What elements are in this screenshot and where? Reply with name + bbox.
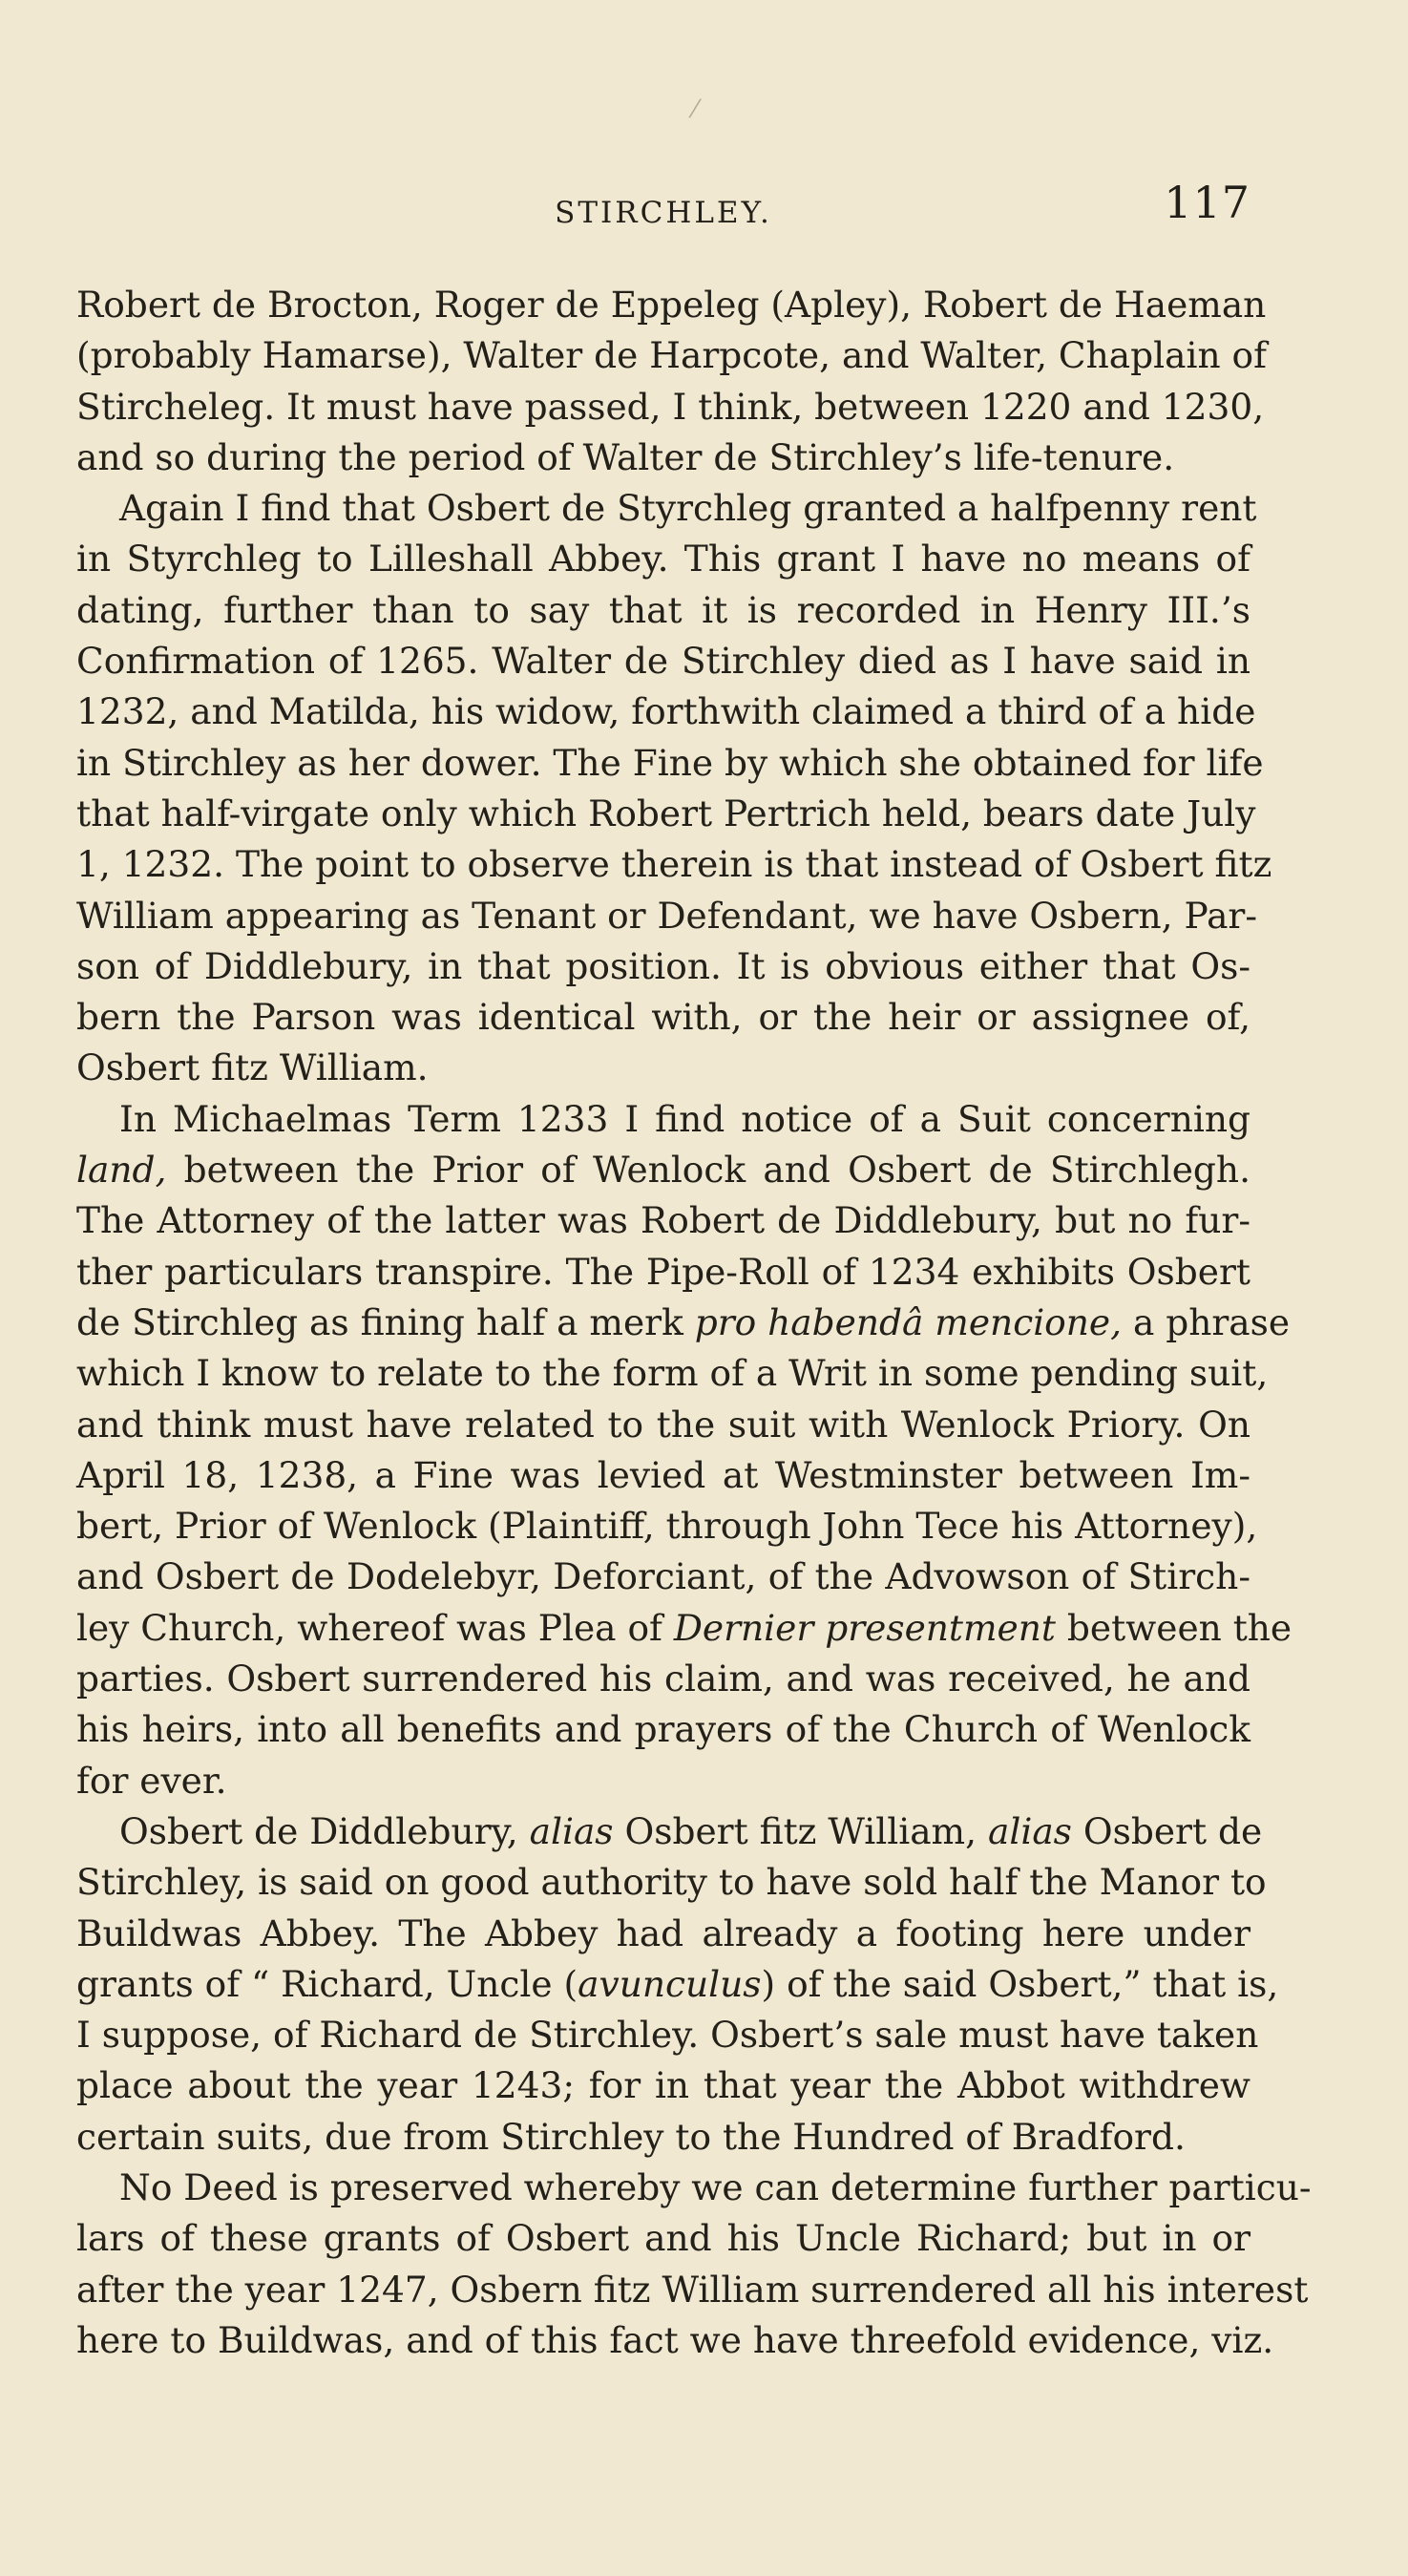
text-line [76,2315,1274,2366]
text-run: Robert de Brocton, Roger de Eppeleg (Apley), Robert de Haeman [76,284,1267,326]
text-line [76,1756,1250,1806]
italic-text: pro habendâ mencione, [694,1300,1123,1343]
text-run: bert, Prior of Wenlock (Plaintiff, through John Tece his Attorney), [76,1505,1258,1548]
text-run: and think must have related to the suit with Wenlock Priory. On [76,1403,1250,1446]
text-line [76,1043,1250,1093]
text-line [76,1145,1250,1195]
text-run: grants of “ Richard, Uncle ( [76,1962,578,2005]
text-run: Osbert de [1071,1809,1263,1852]
text-run: Stircheleg. It must have passed, I think, between 1220 and 1230, [76,385,1265,428]
text-line [76,992,1250,1043]
text-line [76,2060,1250,2111]
text-line [76,2163,1312,2213]
italic-text: alias [987,1809,1072,1852]
text-run: Osbert fitz William, [613,1809,988,1852]
text-run: ) of the said Osbert,” that is, [761,1962,1279,2005]
text-line [76,789,1256,839]
text-run: and Osbert de Dodelebyr, Deforciant, of the Advowson of Stirch- [76,1555,1250,1598]
text-line [76,1857,1267,1908]
text-run: between the [1055,1606,1292,1649]
text-run: a phrase [1122,1300,1291,1343]
text-line [76,483,1257,534]
text-run: certain suits, due from Stirchley to the Hundred of Bradford. [76,2115,1186,2158]
text-line [76,1552,1250,1602]
text-run: here to Buildwas, and of this fact we have threefold evidence, viz. [76,2318,1274,2361]
text-run: ley Church, whereof was Plea of [76,1606,674,1649]
text-run: and so during the period of Walter de Stirchley’s life-tenure. [76,435,1175,478]
text-run: Confirmation of 1265. Walter de Stirchley died as I have said in [76,640,1250,683]
text-run: which I know to relate to the form of a Writ in some pending suit, [76,1352,1269,1395]
text-line [76,1603,1292,1654]
text-run: place about the year 1243; for in that year the Abbot withdrew [76,2064,1250,2107]
text-line [76,891,1258,941]
text-line [76,738,1264,789]
text-run: (probably Hamarse), Walter de Harpcote, and Walter, Chaplain of [76,334,1268,377]
text-run: between the Prior of Wenlock and Osbert de Stirchlegh. [166,1149,1250,1192]
text-run: April 18, 1238, a Fine was levied at Westminster between Im- [76,1453,1250,1496]
page-number: 117 [1164,177,1250,228]
text-line [76,1247,1250,1298]
text-run: son of Diddlebury, in that position. It is obvious either that Os- [76,944,1250,987]
text-run: dating, further than to say that it is recorded in Henry III.’s [76,588,1250,631]
text-run: William appearing as Tenant or Defendant, we have Osbern, Par- [76,894,1258,937]
text-line [76,330,1268,381]
text-line [76,2213,1250,2264]
text-run: parties. Osbert surrendered his claim, and was received, he and [76,1658,1250,1700]
body-text [76,280,1312,2366]
text-run: Stirchley, is said on good authority to have sold half the Manor to [76,1861,1267,1904]
italic-text: alias [529,1809,614,1852]
text-line [76,1959,1279,2010]
text-line [76,1450,1250,1501]
text-line [76,585,1250,636]
text-run: that half-virgate only which Robert Pertrich held, bears date July [76,792,1256,834]
italic-text: Dernier presentment [673,1606,1056,1649]
text-run: I suppose, of Richard de Stirchley. Osbert’s sale must have taken [76,2014,1259,2057]
page-speck: ⁄ [693,95,698,124]
text-run: In Michaelmas Term 1233 I find notice of a Suit concerning [119,1097,1250,1140]
text-line [76,382,1265,433]
text-line [76,1195,1250,1246]
text-line [76,1654,1250,1704]
text-line [76,534,1250,584]
text-line [76,1298,1291,1348]
text-line [76,1400,1250,1450]
text-run: The Attorney of the latter was Robert de Diddlebury, but no fur- [76,1199,1250,1242]
text-run: Buildwas Abbey. The Abbey had already a footing here under [76,1911,1250,1954]
text-run: 1232, and Matilda, his widow, forthwith claimed a third of a hide [76,690,1256,733]
text-line [76,1704,1250,1755]
text-run: de Stirchleg as fining half a merk [76,1300,695,1343]
text-line [76,1348,1269,1399]
running-head: STIRCHLEY. [555,196,772,230]
text-run: lars of these grants of Osbert and his Uncle Richard; but in or [76,2217,1250,2260]
page-header [76,177,1250,243]
text-run: Osbert fitz William. [76,1046,429,1089]
text-line [76,1909,1250,1959]
text-line [76,2010,1259,2060]
text-line [76,433,1250,483]
text-run: in Stirchley as her dower. The Fine by which she obtained for life [76,741,1264,784]
text-line [76,839,1272,890]
text-run: Again I find that Osbert de Styrchleg granted a halfpenny rent [119,487,1257,530]
text-line [76,1806,1263,1857]
italic-text: avunculus [578,1962,762,2005]
text-run: bern the Parson was identical with, or the heir or assignee of, [76,996,1250,1039]
text-run: ther particulars transpire. The Pipe-Roll of 1234 exhibits Osbert [76,1250,1250,1293]
text-run: for ever. [76,1759,227,1802]
text-line [76,1501,1258,1552]
text-run: 1, 1232. The point to observe therein is that instead of Osbert fitz [76,843,1272,886]
text-line [76,2265,1309,2315]
text-run: Osbert de Diddlebury, [119,1809,530,1852]
italic-text: land, [76,1149,167,1192]
text-run: in Styrchleg to Lilleshall Abbey. This grant I have no means of [76,538,1250,581]
text-line [76,941,1250,992]
text-line [76,2112,1250,2163]
text-run: his heirs, into all benefits and prayers of the Church of Wenlock [76,1708,1250,1751]
text-line [76,686,1256,737]
text-line [76,280,1267,330]
text-line [76,636,1250,686]
text-line [76,1094,1250,1145]
text-run: No Deed is preserved whereby we can determine further particu- [119,2165,1312,2208]
text-run: after the year 1247, Osbern fitz William surrendered all his interest [76,2268,1309,2311]
